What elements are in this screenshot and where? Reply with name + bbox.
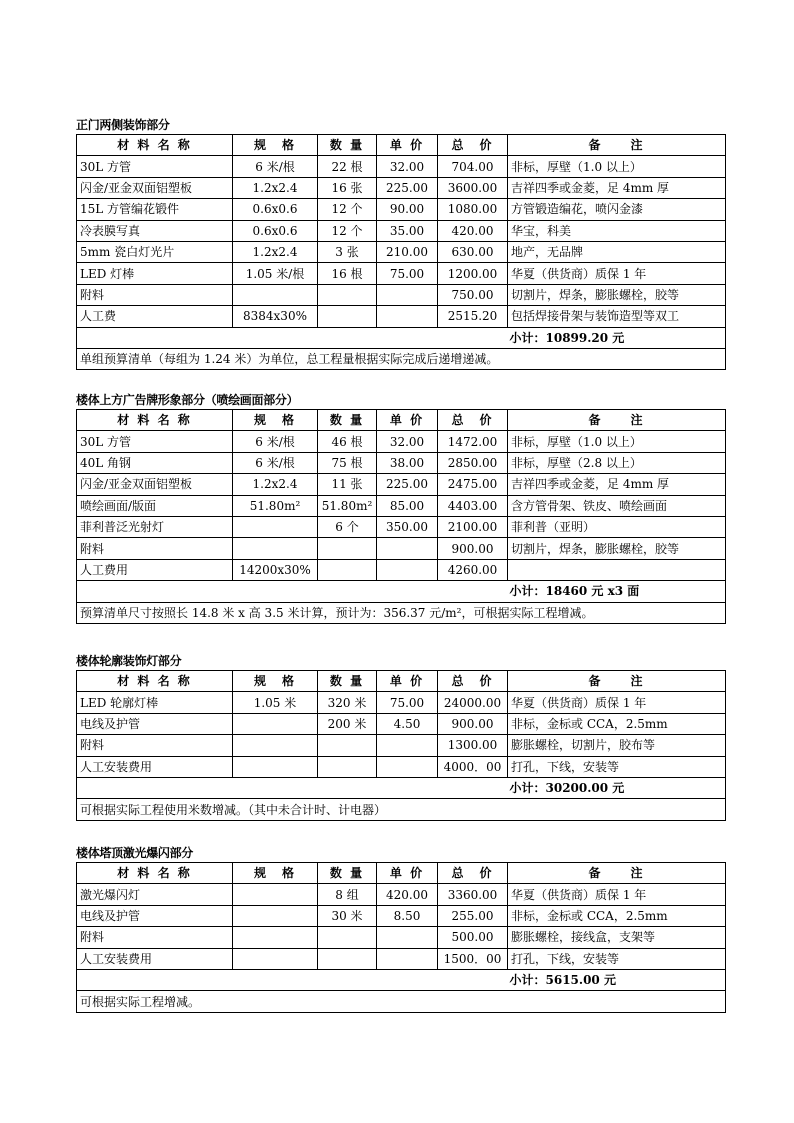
section-note: 单组预算清单（每组为 1.24 米）为单位，总工程量根据实际完成后递增递减。 bbox=[77, 348, 726, 369]
table-row bbox=[77, 452, 726, 473]
table-cell: 电线及护管 bbox=[77, 713, 233, 734]
table-cell: 16 张 bbox=[318, 177, 377, 198]
table-cell: 附料 bbox=[77, 284, 233, 305]
subtotal-spacer bbox=[77, 327, 508, 348]
table-cell: 630.00 bbox=[438, 241, 508, 262]
table-cell: 90.00 bbox=[377, 199, 438, 220]
table-row bbox=[77, 735, 726, 756]
table-cell bbox=[233, 905, 318, 926]
table-cell: 350.00 bbox=[377, 516, 438, 537]
table-row bbox=[77, 263, 726, 284]
table-cell: 附料 bbox=[77, 538, 233, 559]
table-cell bbox=[318, 284, 377, 305]
table-row bbox=[77, 241, 726, 262]
table-cell: 210.00 bbox=[377, 241, 438, 262]
table-cell: 1.2x2.4 bbox=[233, 474, 318, 495]
table-cell bbox=[318, 756, 377, 777]
table-cell: 附料 bbox=[77, 735, 233, 756]
table-cell bbox=[318, 538, 377, 559]
section-note: 预算清单尺寸按照长 14.8 米 x 高 3.5 米计算，预计为：356.37 元/m²，可根据实际工程增减。 bbox=[77, 602, 726, 623]
table-cell: 225.00 bbox=[377, 474, 438, 495]
table-cell bbox=[377, 756, 438, 777]
column-header: 规 格 bbox=[233, 410, 318, 431]
budget-section bbox=[76, 391, 725, 624]
table-cell: 激光爆闪灯 bbox=[77, 884, 233, 905]
subtotal-value: 小计：5615.00 元 bbox=[508, 969, 726, 990]
table-cell: 4000．00 bbox=[438, 756, 508, 777]
table-cell: 方管锻造编花，喷闪金漆 bbox=[508, 199, 726, 220]
subtotal-value: 小计：10899.20 元 bbox=[508, 327, 726, 348]
table-cell: 12 个 bbox=[318, 220, 377, 241]
column-header: 备 注 bbox=[508, 863, 726, 884]
table-cell: 32.00 bbox=[377, 431, 438, 452]
table-cell: 吉祥四季或金菱，足 4mm 厚 bbox=[508, 474, 726, 495]
column-header: 备 注 bbox=[508, 410, 726, 431]
note-row bbox=[77, 799, 726, 820]
table-cell: 人工费 bbox=[77, 306, 233, 327]
table-cell: 30 米 bbox=[318, 905, 377, 926]
table-cell bbox=[233, 538, 318, 559]
table-cell: 32.00 bbox=[377, 156, 438, 177]
table-row bbox=[77, 495, 726, 516]
table-cell: 人工安装费用 bbox=[77, 756, 233, 777]
table-cell: 膨胀螺栓，接线盒，支架等 bbox=[508, 927, 726, 948]
table-cell bbox=[377, 284, 438, 305]
column-header: 单 价 bbox=[377, 863, 438, 884]
table-cell: 非标，厚壁（2.8 以上） bbox=[508, 452, 726, 473]
table-cell bbox=[233, 927, 318, 948]
table-row bbox=[77, 884, 726, 905]
subtotal-value: 小计：18460 元 x3 面 bbox=[508, 581, 726, 602]
table-cell: 75 根 bbox=[318, 452, 377, 473]
table-cell: 非标，金标或 CCA，2.5mm bbox=[508, 905, 726, 926]
column-header: 材 料 名 称 bbox=[77, 410, 233, 431]
column-header: 规 格 bbox=[233, 135, 318, 156]
table-cell: LED 灯棒 bbox=[77, 263, 233, 284]
table-cell bbox=[318, 948, 377, 969]
table-cell: 打孔，下线，安装等 bbox=[508, 948, 726, 969]
table-cell: 1080.00 bbox=[438, 199, 508, 220]
table-cell: 200 米 bbox=[318, 713, 377, 734]
table-cell: 非标，厚壁（1.0 以上） bbox=[508, 156, 726, 177]
table-row bbox=[77, 756, 726, 777]
table-cell: 85.00 bbox=[377, 495, 438, 516]
table-cell bbox=[233, 948, 318, 969]
table-cell: 含方管骨架、铁皮、喷绘画面 bbox=[508, 495, 726, 516]
column-header: 数 量 bbox=[318, 135, 377, 156]
table-cell: 2100.00 bbox=[438, 516, 508, 537]
column-header: 数 量 bbox=[318, 863, 377, 884]
table-cell bbox=[508, 559, 726, 580]
table-cell: 人工费用 bbox=[77, 559, 233, 580]
table-cell: 40L 角钢 bbox=[77, 452, 233, 473]
column-header: 材 料 名 称 bbox=[77, 671, 233, 692]
table-cell: 3360.00 bbox=[438, 884, 508, 905]
table-cell bbox=[377, 559, 438, 580]
table-row bbox=[77, 538, 726, 559]
column-header: 单 价 bbox=[377, 410, 438, 431]
table-cell: 30L 方管 bbox=[77, 156, 233, 177]
budget-table bbox=[76, 862, 726, 1013]
table-cell: 5mm 瓷白灯光片 bbox=[77, 241, 233, 262]
budget-section bbox=[76, 116, 725, 370]
table-cell: 华宝，科美 bbox=[508, 220, 726, 241]
table-cell: 1300.00 bbox=[438, 735, 508, 756]
table-row bbox=[77, 905, 726, 926]
column-header: 规 格 bbox=[233, 863, 318, 884]
table-cell: 35.00 bbox=[377, 220, 438, 241]
column-header: 总 价 bbox=[438, 410, 508, 431]
table-cell: 8.50 bbox=[377, 905, 438, 926]
table-cell: 附料 bbox=[77, 927, 233, 948]
section-title: 正门两侧装饰部分 bbox=[76, 118, 170, 132]
table-cell bbox=[318, 735, 377, 756]
section-note: 可根据实际工程使用米数增减。（其中未合计时、计电器） bbox=[77, 799, 726, 820]
table-row bbox=[77, 284, 726, 305]
table-cell: 非标，金标或 CCA，2.5mm bbox=[508, 713, 726, 734]
subtotal-value: 小计：30200.00 元 bbox=[508, 777, 726, 798]
table-cell: 4403.00 bbox=[438, 495, 508, 516]
budget-table bbox=[76, 670, 726, 821]
budget-section bbox=[76, 844, 725, 1013]
table-row bbox=[77, 559, 726, 580]
column-header: 总 价 bbox=[438, 863, 508, 884]
table-cell: 华夏（供货商）质保 1 年 bbox=[508, 884, 726, 905]
table-cell bbox=[233, 713, 318, 734]
table-cell: 500.00 bbox=[438, 927, 508, 948]
table-row bbox=[77, 948, 726, 969]
table-cell: 320 米 bbox=[318, 692, 377, 713]
table-cell: 900.00 bbox=[438, 713, 508, 734]
table-cell: 0.6x0.6 bbox=[233, 220, 318, 241]
column-header: 总 价 bbox=[438, 671, 508, 692]
table-cell: LED 轮廓灯棒 bbox=[77, 692, 233, 713]
table-cell bbox=[377, 306, 438, 327]
table-cell bbox=[318, 927, 377, 948]
table-cell: 喷绘画面/版面 bbox=[77, 495, 233, 516]
table-cell: 6 米/根 bbox=[233, 452, 318, 473]
budget-table bbox=[76, 409, 726, 624]
table-cell: 420.00 bbox=[377, 884, 438, 905]
table-cell: 膨胀螺栓，切割片，胶布等 bbox=[508, 735, 726, 756]
table-cell: 6 米/根 bbox=[233, 156, 318, 177]
table-cell: 255.00 bbox=[438, 905, 508, 926]
table-cell: 38.00 bbox=[377, 452, 438, 473]
table-cell: 非标，厚壁（1.0 以上） bbox=[508, 431, 726, 452]
table-cell: 15L 方管编花锻件 bbox=[77, 199, 233, 220]
table-row bbox=[77, 692, 726, 713]
table-cell bbox=[233, 884, 318, 905]
note-row bbox=[77, 991, 726, 1012]
subtotal-row bbox=[77, 969, 726, 990]
table-cell: 华夏（供货商）质保 1 年 bbox=[508, 692, 726, 713]
table-cell: 24000.00 bbox=[438, 692, 508, 713]
table-cell bbox=[233, 284, 318, 305]
table-cell: 地产，无品牌 bbox=[508, 241, 726, 262]
table-header-row bbox=[77, 863, 726, 884]
note-row bbox=[77, 348, 726, 369]
table-cell: 吉祥四季或金菱，足 4mm 厚 bbox=[508, 177, 726, 198]
table-row bbox=[77, 177, 726, 198]
table-cell: 闪金/亚金双面铝塑板 bbox=[77, 177, 233, 198]
table-cell: 8384x30% bbox=[233, 306, 318, 327]
table-cell bbox=[377, 948, 438, 969]
column-header: 材 料 名 称 bbox=[77, 863, 233, 884]
subtotal-row bbox=[77, 327, 726, 348]
table-cell: 2850.00 bbox=[438, 452, 508, 473]
table-cell: 900.00 bbox=[438, 538, 508, 559]
table-cell bbox=[233, 735, 318, 756]
subtotal-spacer bbox=[77, 969, 508, 990]
table-cell: 75.00 bbox=[377, 692, 438, 713]
table-cell bbox=[318, 559, 377, 580]
table-row bbox=[77, 516, 726, 537]
subtotal-row bbox=[77, 777, 726, 798]
subtotal-spacer bbox=[77, 581, 508, 602]
column-header: 数 量 bbox=[318, 671, 377, 692]
table-cell: 电线及护管 bbox=[77, 905, 233, 926]
column-header: 备 注 bbox=[508, 135, 726, 156]
table-cell: 1.2x2.4 bbox=[233, 177, 318, 198]
column-header: 材 料 名 称 bbox=[77, 135, 233, 156]
table-cell bbox=[233, 756, 318, 777]
table-cell bbox=[377, 927, 438, 948]
table-cell: 切割片，焊条，膨胀螺栓，胶等 bbox=[508, 284, 726, 305]
table-cell: 14200x30% bbox=[233, 559, 318, 580]
table-row bbox=[77, 156, 726, 177]
table-cell: 46 根 bbox=[318, 431, 377, 452]
table-cell: 菲利普（亚明） bbox=[508, 516, 726, 537]
table-cell: 2475.00 bbox=[438, 474, 508, 495]
note-row bbox=[77, 602, 726, 623]
table-cell: 750.00 bbox=[438, 284, 508, 305]
table-cell: 1.05 米 bbox=[233, 692, 318, 713]
table-cell: 0.6x0.6 bbox=[233, 199, 318, 220]
table-header-row bbox=[77, 135, 726, 156]
subtotal-row bbox=[77, 581, 726, 602]
table-cell: 51.80m² bbox=[318, 495, 377, 516]
table-cell: 6 个 bbox=[318, 516, 377, 537]
section-title: 楼体轮廓装饰灯部分 bbox=[76, 654, 182, 668]
column-header: 规 格 bbox=[233, 671, 318, 692]
table-cell: 6 米/根 bbox=[233, 431, 318, 452]
table-cell: 420.00 bbox=[438, 220, 508, 241]
table-header-row bbox=[77, 671, 726, 692]
table-cell: 1500．00 bbox=[438, 948, 508, 969]
table-row bbox=[77, 927, 726, 948]
column-header: 数 量 bbox=[318, 410, 377, 431]
column-header: 备 注 bbox=[508, 671, 726, 692]
column-header: 单 价 bbox=[377, 671, 438, 692]
table-cell: 22 根 bbox=[318, 156, 377, 177]
table-cell: 16 根 bbox=[318, 263, 377, 284]
table-cell: 包括焊接骨架与装饰造型等双工 bbox=[508, 306, 726, 327]
table-cell bbox=[233, 516, 318, 537]
table-cell: 打孔，下线，安装等 bbox=[508, 756, 726, 777]
table-row bbox=[77, 474, 726, 495]
table-cell: 3600.00 bbox=[438, 177, 508, 198]
table-cell: 冷表膜写真 bbox=[77, 220, 233, 241]
column-header: 总 价 bbox=[438, 135, 508, 156]
table-header-row bbox=[77, 410, 726, 431]
section-title: 楼体上方广告牌形象部分（喷绘画面部分） bbox=[76, 393, 299, 407]
table-cell: 3 张 bbox=[318, 241, 377, 262]
table-cell: 51.80m² bbox=[233, 495, 318, 516]
table-row bbox=[77, 713, 726, 734]
section-title: 楼体塔顶激光爆闪部分 bbox=[76, 846, 194, 860]
table-cell bbox=[377, 538, 438, 559]
subtotal-spacer bbox=[77, 777, 508, 798]
table-cell bbox=[318, 306, 377, 327]
table-cell: 8 组 bbox=[318, 884, 377, 905]
budget-table bbox=[76, 134, 726, 370]
table-cell: 菲利普泛光射灯 bbox=[77, 516, 233, 537]
table-cell: 1472.00 bbox=[438, 431, 508, 452]
section-note: 可根据实际工程增减。 bbox=[77, 991, 726, 1012]
column-header: 单 价 bbox=[377, 135, 438, 156]
budget-section bbox=[76, 652, 725, 821]
table-cell: 华夏（供货商）质保 1 年 bbox=[508, 263, 726, 284]
table-cell: 30L 方管 bbox=[77, 431, 233, 452]
table-cell bbox=[377, 735, 438, 756]
table-cell: 75.00 bbox=[377, 263, 438, 284]
table-row bbox=[77, 199, 726, 220]
table-cell: 1.05 米/根 bbox=[233, 263, 318, 284]
table-cell: 12 个 bbox=[318, 199, 377, 220]
table-cell: 225.00 bbox=[377, 177, 438, 198]
table-row bbox=[77, 431, 726, 452]
table-cell: 704.00 bbox=[438, 156, 508, 177]
table-row bbox=[77, 220, 726, 241]
table-cell: 11 张 bbox=[318, 474, 377, 495]
table-cell: 2515.20 bbox=[438, 306, 508, 327]
table-cell: 切割片，焊条，膨胀螺栓，胶等 bbox=[508, 538, 726, 559]
table-cell: 1.2x2.4 bbox=[233, 241, 318, 262]
table-row bbox=[77, 306, 726, 327]
table-cell: 闪金/亚金双面铝塑板 bbox=[77, 474, 233, 495]
table-cell: 4260.00 bbox=[438, 559, 508, 580]
table-cell: 4.50 bbox=[377, 713, 438, 734]
table-cell: 人工安装费用 bbox=[77, 948, 233, 969]
table-cell: 1200.00 bbox=[438, 263, 508, 284]
